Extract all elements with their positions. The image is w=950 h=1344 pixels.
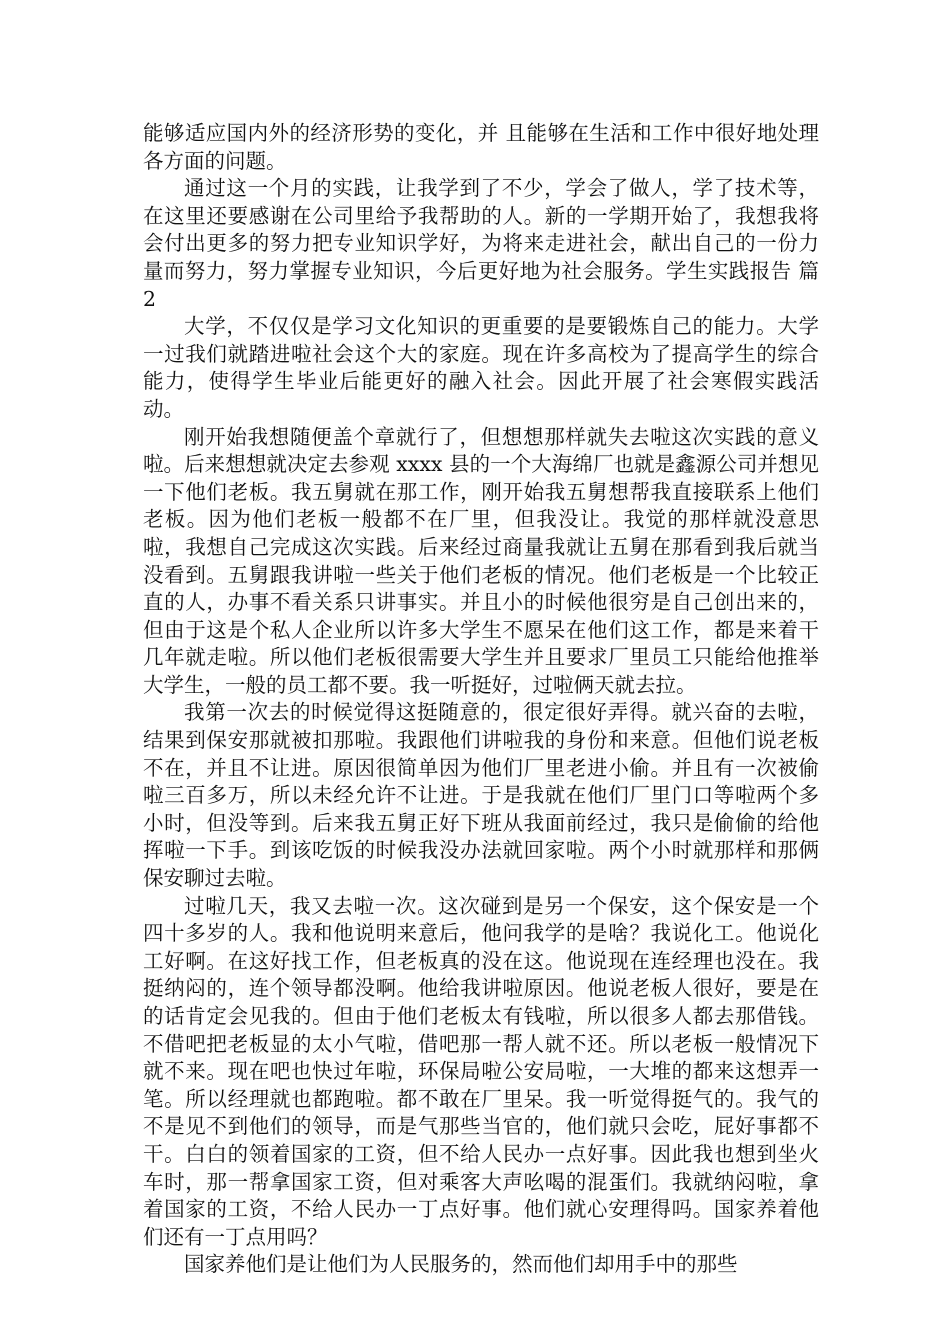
- paragraph-7: 国家养他们是让他们为人民服务的，然而他们却用手中的那些: [184, 1252, 738, 1277]
- paragraph-1: 能够适应国内外的经济形势的变化，并 且能够在生活和工作中很好地处理各方面的问题。: [143, 121, 819, 173]
- paragraph-3: 大学，不仅仅是学习文化知识的更重要的是要锻炼自己的能力。大学一过我们就踏进啦社会这个大的家庭。现在许多高校为了提高学生的综合能力，使得学生毕业后能更好的融入社会。因此开展了社会寒假实践活动。: [143, 314, 819, 421]
- document-page: [143, 120, 819, 1279]
- paragraph-4: 刚开始我想随便盖个章就行了，但想想那样就失去啦这次实践的意义啦。后来想想就决定去参观 xxxx 县的一个大海绵厂也就是鑫源公司并想见一下他们老板。我五舅就在那工作，刚开始我五舅想帮我直接联系上他们老板。因为他们老板一般都不在厂里，但我没让。我觉的那样就没意思啦，我想自己完成这次实践。后来经过商量我就让五舅在那看到我后就当没看到。五舅跟我讲啦一些关于他们老板的情况。他们老板是一个比较正直的人，办事不看关系只讲事实。并且小的时候他很穷是自己创出来的，但由于这是个私人企业所以许多大学生不愿呆在他们这工作，都是来着干几年就走啦。所以他们老板很需要大学生并且要求厂里员工只能给他推举大学生，一般的员工都不要。我一听挺好，过啦俩天就去拉。: [143, 424, 819, 697]
- paragraph-6: 过啦几天，我又去啦一次。这次碰到是另一个保安，这个保安是一个四十多岁的人。我和他说明来意后，他问我学的是啥？我说化工。他说化工好啊。在这好找工作，但老板真的没在这。他说现在连经理也没在。我挺纳闷的，连个领导都没啊。他给我讲啦原因。他说老板人很好，要是在的话肯定会见我的。但由于他们老板太有钱啦，所以很多人都去那借钱。不借吧把老板显的太小气啦，借吧那一帮人就不还。所以老板一般情况下就不来。现在吧也快过年啦，环保局啦公安局啦，一大堆的都来这想弄一笔。所以经理就也都跑啦。都不敢在厂里呆。我一听觉得挺气的。我气的不是见不到他们的领导，而是气那些当官的，他们就只会吃，屁好事都不干。白白的领着国家的工资，但不给人民办一点好事。因此我也想到坐火车时，那一帮拿国家工资，但对乘客大声吆喝的混蛋们。我就纳闷啦，拿着国家的工资，不给人民办一丁点好事。他们就心安理得吗。国家养着他们还有一丁点用吗？: [143, 893, 819, 1249]
- paragraph-5: 我第一次去的时候觉得这挺随意的，很定很好弄得。就兴奋的去啦，结果到保安那就被扣那啦。我跟他们讲啦我的身份和来意。但他们说老板不在，并且不让进。原因很简单因为他们厂里老进小偷。并且有一次被偷啦三百多万，所以未经允许不让进。于是我就在他们厂里门口等啦两个多小时，但没等到。后来我五舅正好下班从我面前经过，我只是偷偷的给他挥啦一下手。到该吃饭的时候我没办法就回家啦。两个小时就那样和那俩保安聊过去啦。: [143, 700, 819, 891]
- paragraph-2: 通过这一个月的实践，让我学到了不少，学会了做人，学了技术等，在这里还要感谢在公司里给予我帮助的人。新的一学期开始了，我想我将会付出更多的努力把专业知识学好，为将来走进社会，献出自己的一份力量而努力，努力掌握专业知识，今后更好地为社会服务。学生实践报告 篇 2: [143, 176, 819, 311]
